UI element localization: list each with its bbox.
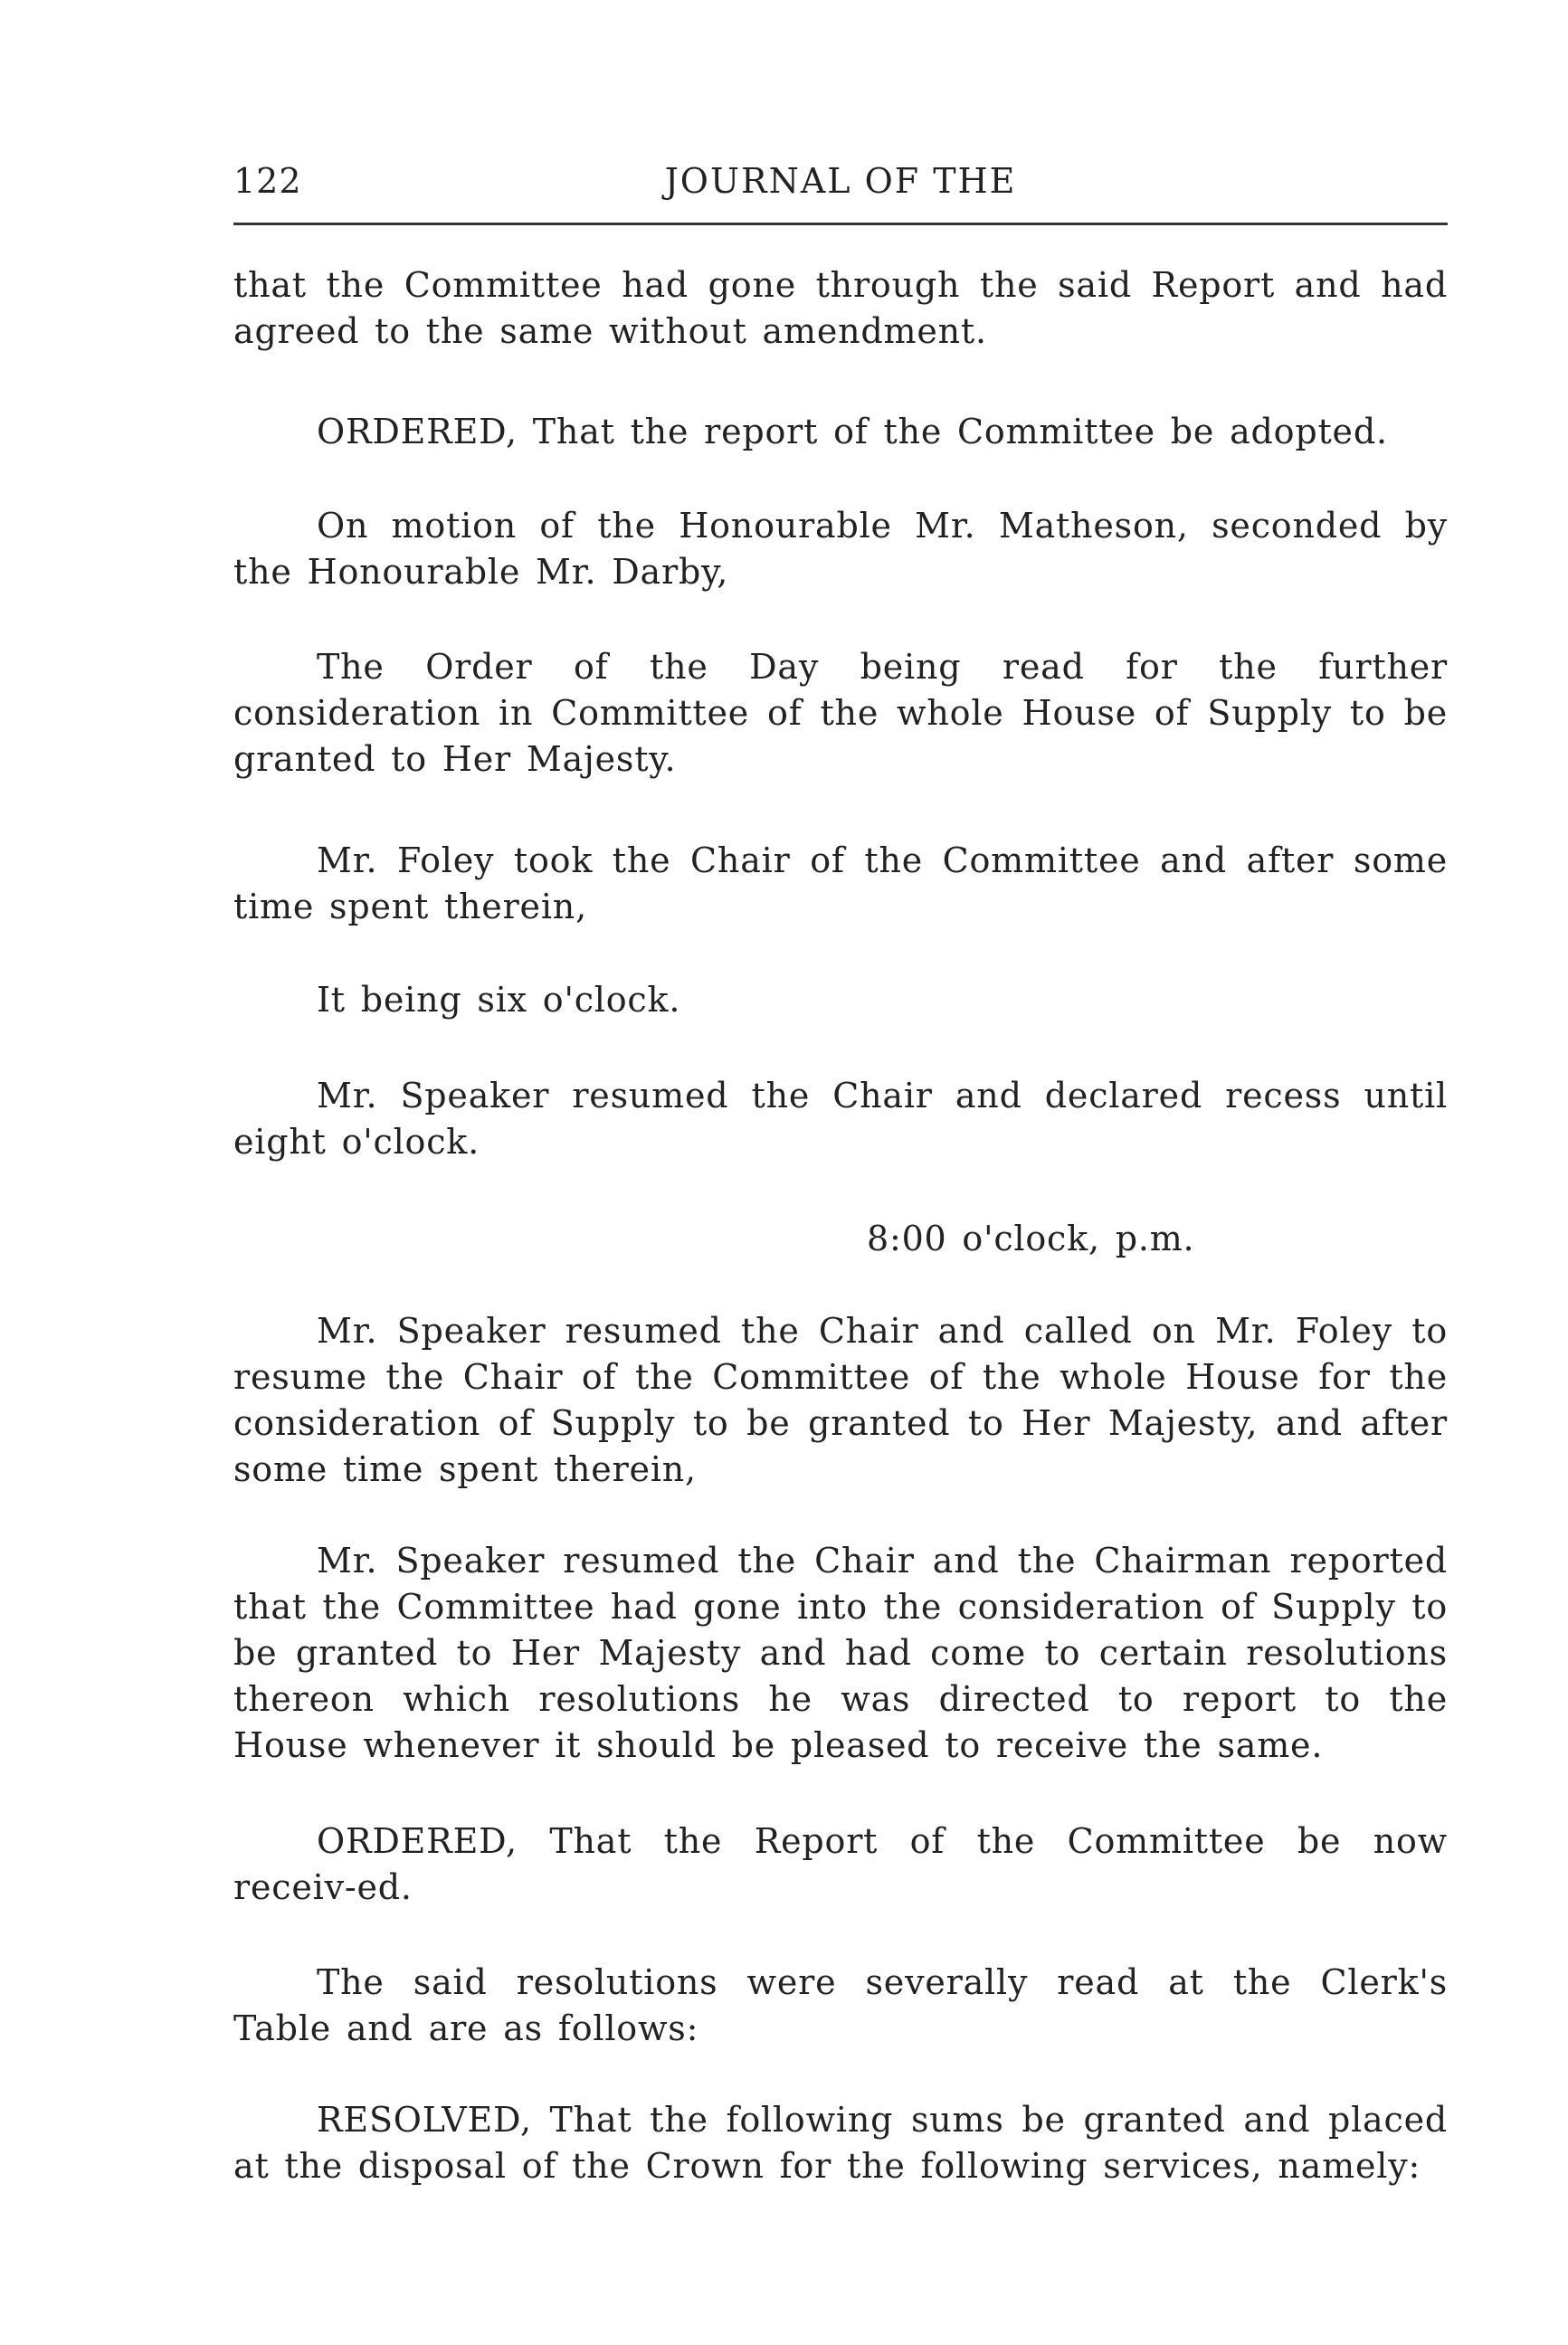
paragraph-resolved-sums-granted: RESOLVED, That the following sums be granted and placed at the disposal of the Crown for the following services, namely:: [233, 2100, 1448, 2186]
paragraph-motion-matheson: On motion of the Honourable Mr. Matheson, seconded by the Honourable Mr. Darby,: [233, 506, 1448, 592]
paragraph-order-of-the-day: The Order of the Day being read for the further consideration in Committee of the whole House of Supply to be granted to Her Majesty.: [233, 647, 1448, 779]
paragraph-committee-report-continued: that the Committee had gone through the said Report and had agreed to the same without amendment.: [233, 265, 1448, 351]
page-number: 122: [233, 161, 302, 201]
running-title: JOURNAL OF THE: [664, 161, 1017, 201]
paragraph-resolutions-read: The said resolutions were severally read at the Clerk's Table and are as follows:: [233, 1962, 1448, 2048]
paragraph-ordered-report-received: ORDERED, That the Report of the Committee be now receiv-ed.: [233, 1821, 1448, 1907]
paragraph-speaker-called-foley: Mr. Speaker resumed the Chair and called on Mr. Foley to resume the Chair of the Committee of the whole House for the consideration of Supply to be granted to Her Majesty, and after some time spent therein,: [233, 1311, 1448, 1489]
paragraph-ordered-report-adopted: ORDERED, That the report of the Committee be adopted.: [317, 412, 1388, 451]
paragraph-chairman-reported: Mr. Speaker resumed the Chair and the Chairman reported that the Committee had gone into the consideration of Supply to be granted to Her Majesty and had come to certain resolutions thereon which resolutions he was directed to report to the House whenever it should be pleased to receive the same.: [233, 1541, 1448, 1765]
paragraph-six-oclock: It being six o'clock.: [317, 980, 681, 1020]
header-rule: [233, 223, 1448, 225]
paragraph-speaker-recess: Mr. Speaker resumed the Chair and declared recess until eight o'clock.: [233, 1076, 1448, 1162]
time-heading: 8:00 o'clock, p.m.: [867, 1219, 1195, 1258]
paragraph-foley-took-chair: Mr. Foley took the Chair of the Committee and after some time spent therein,: [233, 840, 1448, 926]
page-header: [233, 161, 1448, 215]
